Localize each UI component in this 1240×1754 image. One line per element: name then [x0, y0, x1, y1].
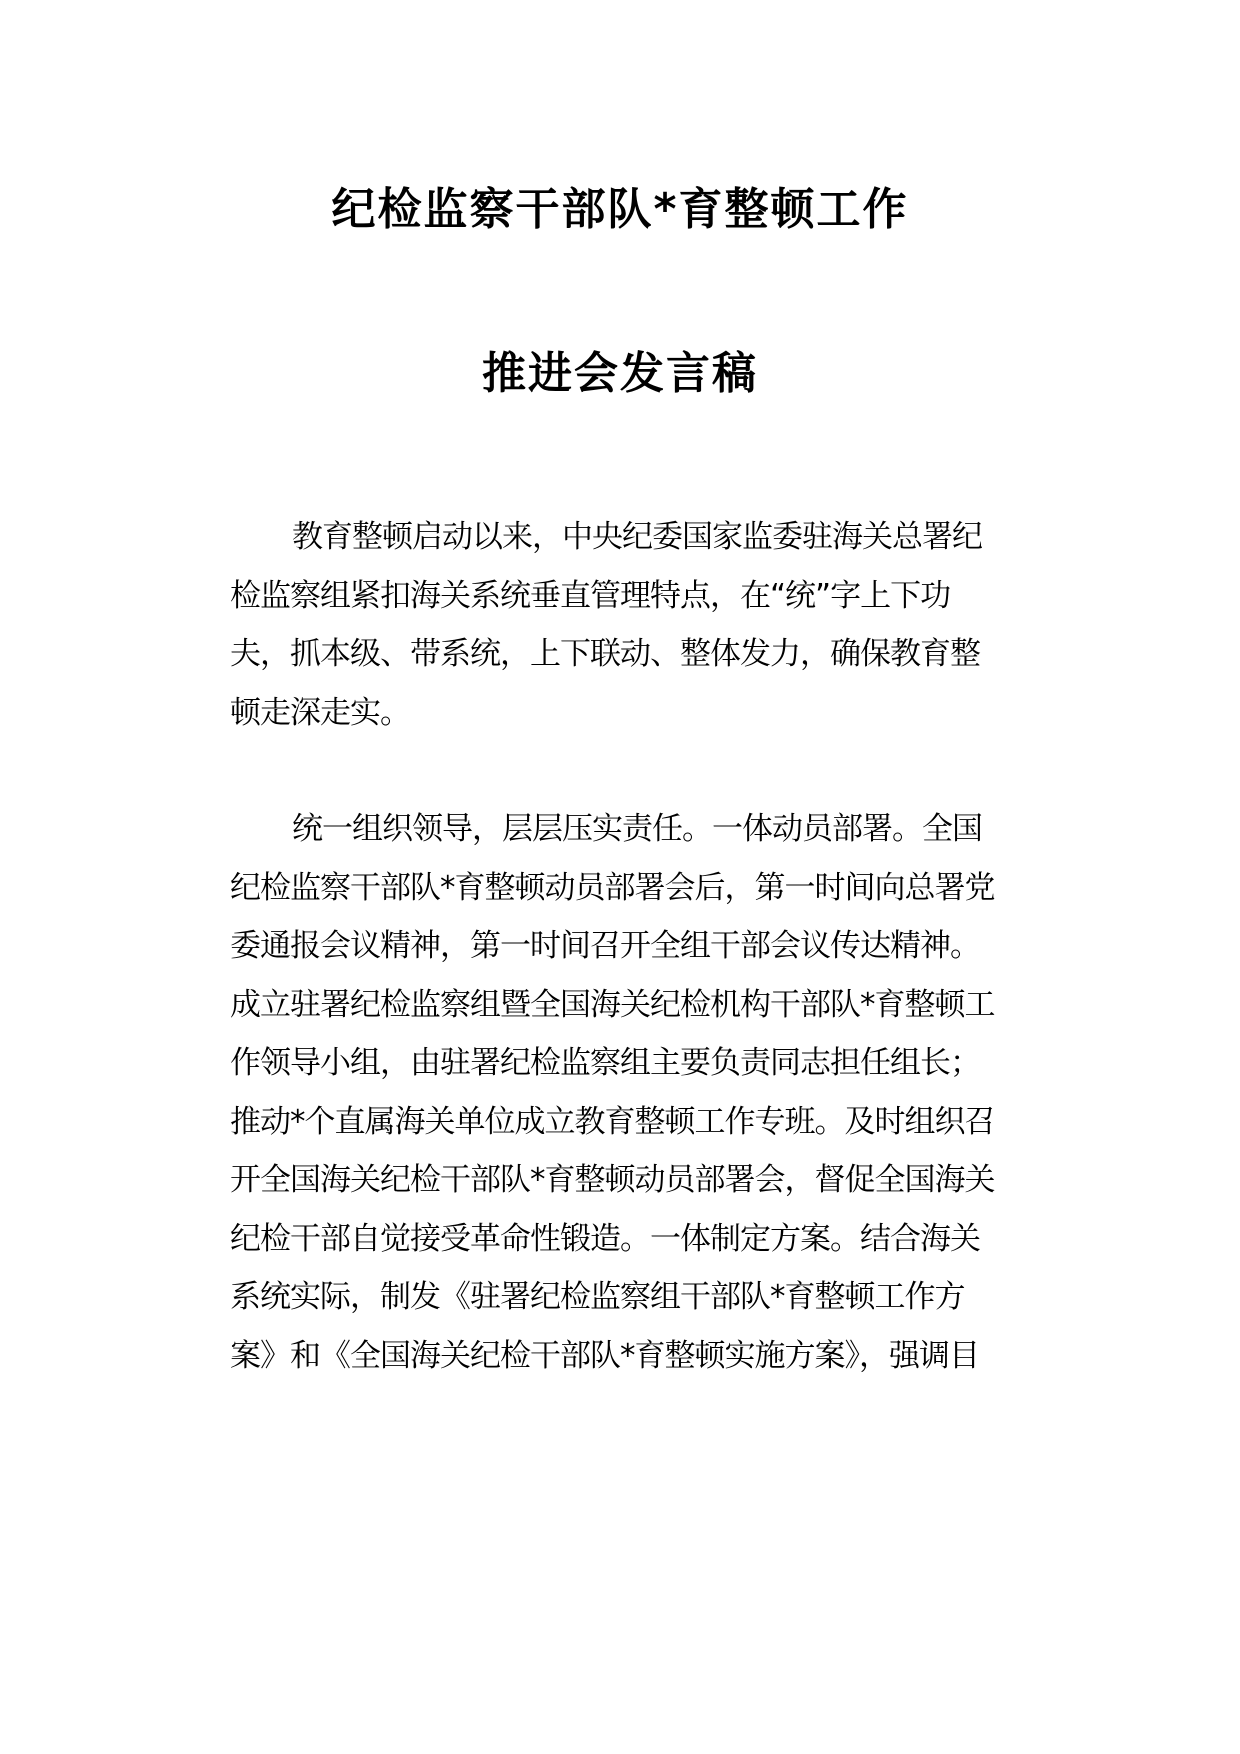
paragraph-1-line-4: 顿走深走实。 [230, 694, 410, 731]
document-title-line-2: 推进会发言稿 [482, 348, 758, 399]
paragraph-2-line-5: 作领导小组，由驻署纪检监察组主要负责同志担任组长； [230, 1045, 980, 1081]
paragraph-2-line-7: 开全国海关纪检干部队*育整顿动员部署会，督促全国海关 [230, 1162, 995, 1198]
paragraph-2-line-6: 推动*个直属海关单位成立教育整顿工作专班。及时组织召 [230, 1103, 995, 1140]
paragraph-1-line-2: 检监察组紧扣海关系统垂直管理特点，在“统”字上下功 [230, 577, 951, 614]
document-title-line-1: 纪检监察干部队*育整顿工作 [331, 184, 909, 235]
paragraph-1 [168, 508, 982, 742]
paragraph-2-line-9: 系统实际，制发《驻署纪检监察组干部队*育整顿工作方 [230, 1279, 965, 1315]
paragraph-2 [168, 800, 995, 1385]
paragraph-2-line-1: 统一组织领导，层层压实责任。一体动员部署。全国 [292, 811, 982, 847]
paragraph-2-line-10: 案》和《全国海关纪检干部队*育整顿实施方案》，强调目 [230, 1337, 979, 1374]
paragraph-2-line-8: 纪检干部自觉接受革命性锻造。一体制定方案。结合海关 [230, 1220, 980, 1257]
paragraph-2-line-2: 纪检监察干部队*育整顿动员部署会后，第一时间向总署党 [230, 869, 995, 906]
paragraph-2-line-4: 成立驻署纪检监察组暨全国海关纪检机构干部队*育整顿工 [230, 986, 995, 1023]
paragraph-1-line-3: 夫，抓本级、带系统，上下联动、整体发力，确保教育整 [230, 636, 980, 672]
paragraph-2-line-3: 委通报会议精神，第一时间召开全组干部会议传达精神。 [230, 928, 980, 964]
paragraph-1-line-1: 教育整顿启动以来，中央纪委国家监委驻海关总署纪 [292, 519, 982, 555]
